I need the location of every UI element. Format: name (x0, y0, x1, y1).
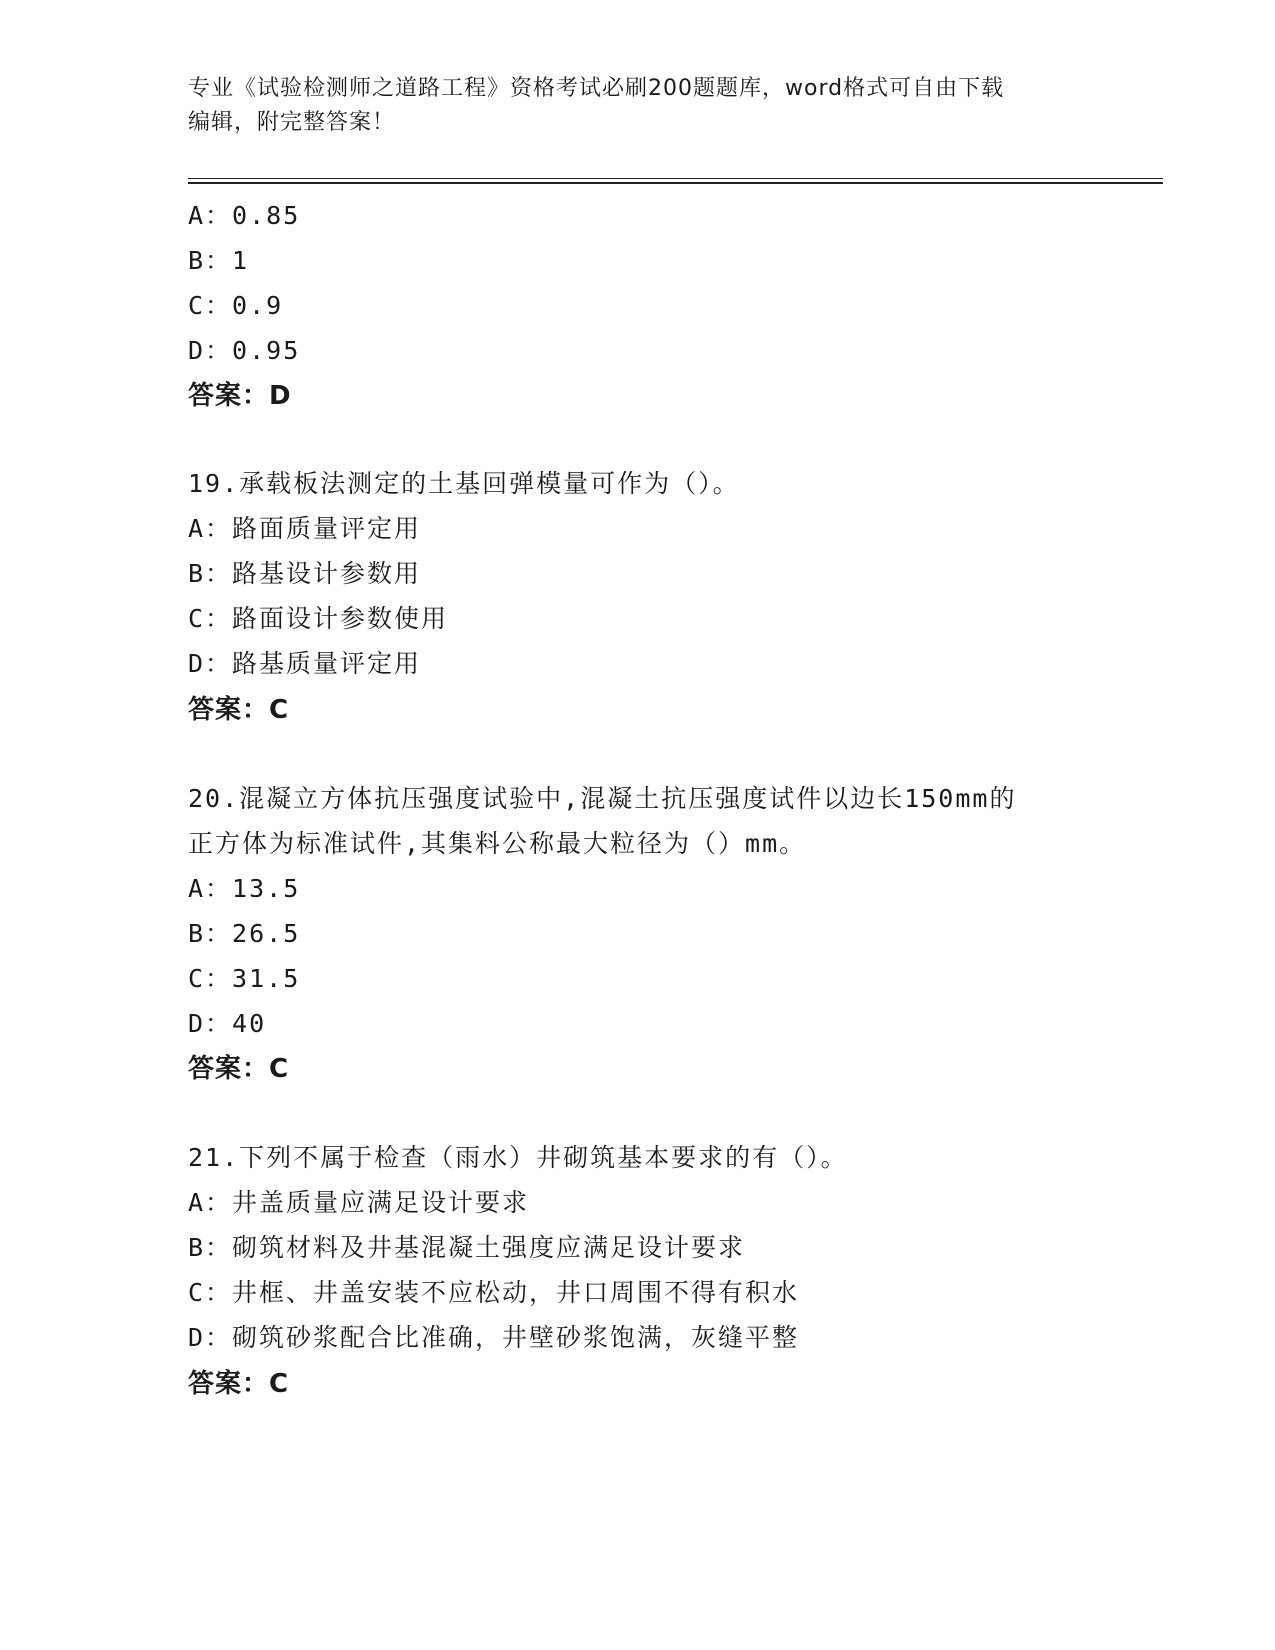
q19-option-b: B：路基设计参数用 (188, 559, 422, 588)
q20-stem-line-1: 20.混凝立方体抗压强度试验中,混凝土抗压强度试件以边长150mm的 (188, 784, 1017, 813)
q19-option-c: C：路面设计参数使用 (188, 604, 449, 633)
q21-stem: 21.下列不属于检查（雨水）井砌筑基本要求的有（）。 (188, 1143, 848, 1172)
q18-answer: 答案：D (188, 381, 292, 411)
q21-option-c: C：井框、井盖安装不应松动，井口周围不得有积水 (188, 1278, 800, 1307)
q20-stem-line-2: 正方体为标准试件,其集料公称最大粒径为（）mm。 (188, 829, 807, 858)
document-header (188, 72, 1088, 140)
q18-option-b: B：1 (188, 246, 250, 275)
q21-option-b: B：砌筑材料及井基混凝土强度应满足设计要求 (188, 1233, 746, 1262)
header-divider-thin (188, 178, 1163, 179)
q20-option-d: D：40 (188, 1009, 267, 1038)
q19-option-a: A：路面质量评定用 (188, 514, 422, 543)
q21-option-a: A：井盖质量应满足设计要求 (188, 1188, 530, 1217)
q20-option-b: B：26.5 (188, 919, 301, 948)
q19-option-d: D：路基质量评定用 (188, 649, 422, 678)
q18-option-c: C：0.9 (188, 291, 284, 320)
q21-option-d: D：砌筑砂浆配合比准确，井壁砂浆饱满，灰缝平整 (188, 1323, 800, 1352)
header-divider-thick (188, 182, 1163, 184)
q19-stem: 19.承载板法测定的土基回弹模量可作为（）。 (188, 469, 740, 498)
header-line-1: 专业《试验检测师之道路工程》资格考试必刷200题题库，word格式可自由下载 (188, 76, 1005, 101)
q18-option-d: D：0.95 (188, 336, 301, 365)
q21-answer: 答案：C (188, 1369, 290, 1399)
q20-option-a: A：13.5 (188, 874, 301, 903)
q20-answer: 答案：C (188, 1054, 290, 1084)
q20-option-c: C：31.5 (188, 964, 301, 993)
q18-option-a: A：0.85 (188, 201, 301, 230)
header-line-2: 编辑，附完整答案！ (188, 110, 396, 135)
q19-answer: 答案：C (188, 695, 290, 725)
